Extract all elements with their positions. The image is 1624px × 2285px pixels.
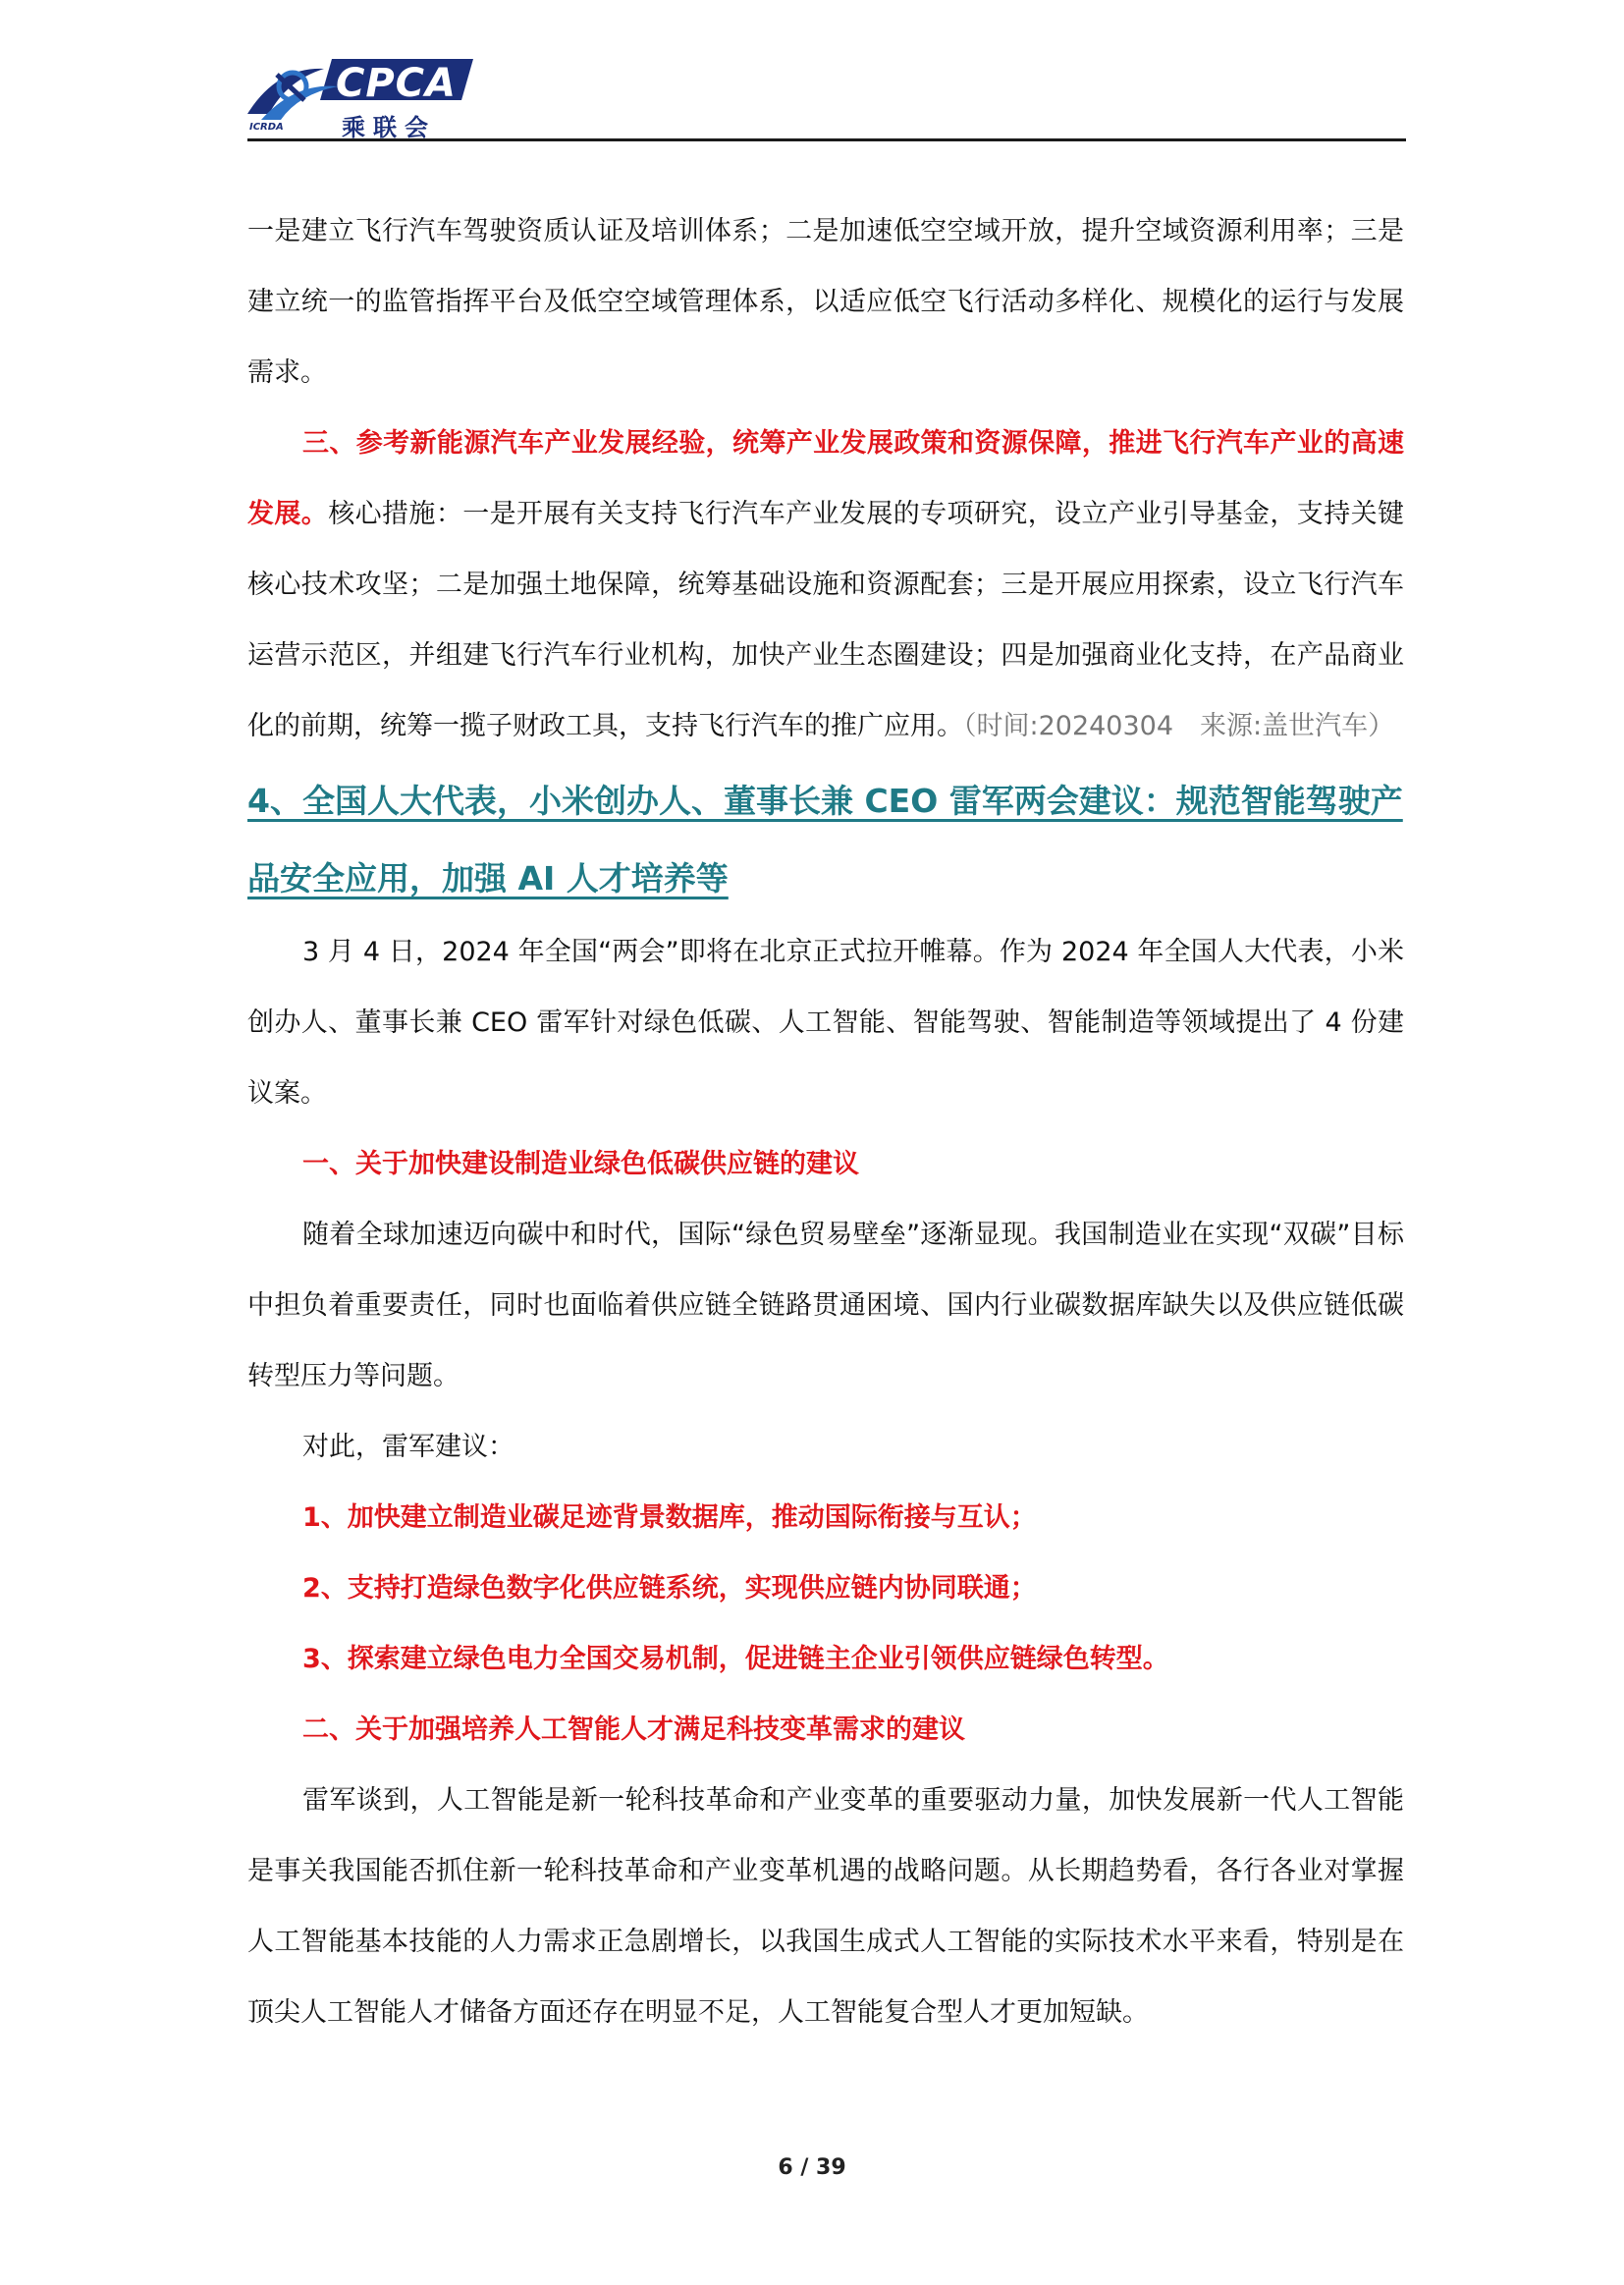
paragraph-airspace: 一是建立飞行汽车驾驶资质认证及培训体系；二是加速低空空域开放，提升空域资源利用率；三是建立统一的监管指挥平台及低空空域管理体系，以适应低空飞行活动多样化、规模化的运行与发展需求。 — [247, 216, 1404, 388]
logo-subtext: ICRDA — [249, 122, 284, 133]
subheading-ai-talent: 二、关于加强培养人工智能人才满足科技变革需求的建议 — [302, 1714, 965, 1745]
page-header — [247, 57, 1406, 145]
cpca-logo — [247, 57, 473, 141]
source-note: （时间:20240304 来源:盖世汽车） — [963, 711, 1395, 741]
suggestion-item-3: 3、探索建立绿色电力全国交易机制，促进链主企业引领供应链绿色转型。 — [302, 1644, 1169, 1674]
paragraph-suggestion-intro: 对此，雷军建议： — [302, 1432, 514, 1462]
suggestion-item-2: 2、支持打造绿色数字化供应链系统，实现供应链内协同联通； — [302, 1573, 1037, 1604]
article-heading-4[interactable]: 4、全国人大代表，小米创办人、董事长兼 CEO 雷军两会建议：规范智能驾驶产品安全应用，加强 AI 人才培养等 — [247, 782, 1403, 898]
subheading-green-supply-chain: 一、关于加快建设制造业绿色低碳供应链的建议 — [302, 1149, 859, 1179]
document-body — [247, 196, 1404, 2048]
section-heading-three: 三、参考新能源汽车产业发展经验，统筹产业发展政策和资源保障，推进飞行汽车产业的高速发展。 — [247, 428, 1404, 529]
paragraph-core-measures: 核心措施：一是开展有关支持飞行汽车产业发展的专项研究，设立产业引导基金，支持关键核心技术攻坚；二是加强土地保障，统筹基础设施和资源配套；三是开展应用探索，设立飞行汽车运营示范区，并组建飞行汽车行业机构，加快产业生态圈建设；四是加强商业化支持，在产品商业化的前期，统筹一揽子财政工具，支持飞行汽车的推广应用。 — [247, 499, 1405, 741]
paragraph-two-sessions: 3 月 4 日，2024 年全国“两会”即将在北京正式拉开帷幕。作为 2024 年全国人大代表，小米创办人、董事长兼 CEO 雷军针对绿色低碳、人工智能、智能驾驶、智能制造等领域提出了 4 份建议案。 — [247, 937, 1404, 1109]
header-divider — [247, 138, 1406, 141]
logo-chinese-text: 乘联会 — [342, 114, 436, 141]
paragraph-ai-talent: 雷军谈到，人工智能是新一轮科技革命和产业变革的重要驱动力量，加快发展新一代人工智能是事关我国能否抓住新一轮科技革命和产业变革机遇的战略问题。从长期趋势看，各行各业对掌握人工智能基本技能的人力需求正急剧增长，以我国生成式人工智能的实际技术水平来看，特别是在顶尖人工智能人才储备方面还存在明显不足，人工智能复合型人才更加短缺。 — [247, 1785, 1404, 2028]
page-number: 6 / 39 — [778, 2155, 846, 2180]
logo-text: CPCA — [336, 61, 457, 106]
suggestion-item-1: 1、加快建立制造业碳足迹背景数据库，推动国际衔接与互认； — [302, 1502, 1037, 1533]
paragraph-flying-car-industry — [247, 408, 1404, 762]
paragraph-carbon-neutral: 随着全球加速迈向碳中和时代，国际“绿色贸易壁垒”逐渐显现。我国制造业在实现“双碳”目标中担负着重要责任，同时也面临着供应链全链路贯通困境、国内行业碳数据库缺失以及供应链低碳转型压力等问题。 — [247, 1220, 1404, 1391]
